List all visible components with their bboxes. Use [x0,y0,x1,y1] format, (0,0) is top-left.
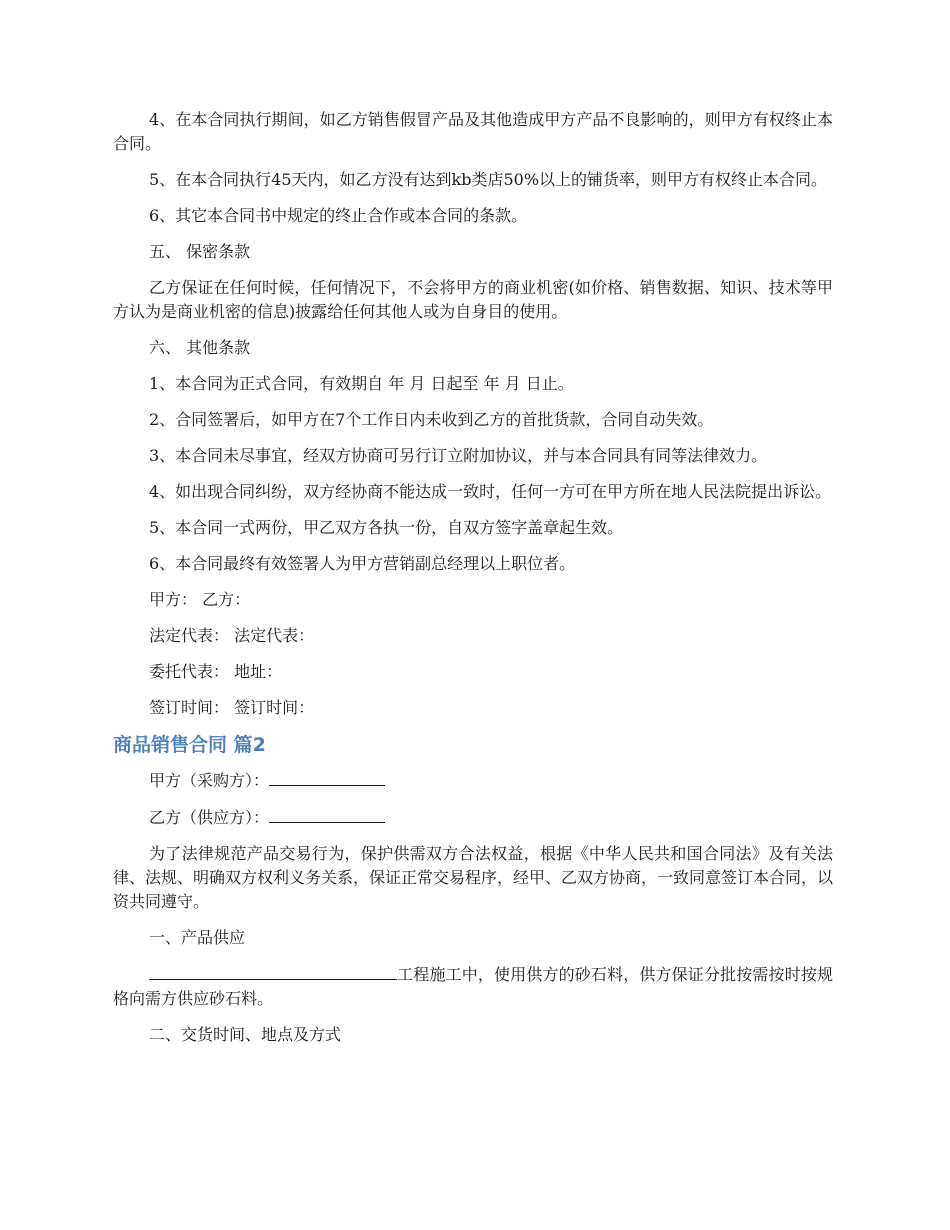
clause-other-3: 3、本合同未尽事宜，经双方协商可另行订立附加协议，并与本合同具有同等法律效力。 [149,446,768,465]
section-2-title: 商品销售合同 篇2 [113,734,266,756]
buyer-line [113,768,833,793]
buyer-label: 甲方（采购方）： [149,771,270,790]
seller-line [113,805,833,830]
clause-1-text [113,962,833,1011]
buyer-blank [269,768,385,786]
signature-parties: 甲方： 乙方： [149,590,251,609]
section-1 [113,108,833,720]
clause-confidentiality: 乙方保证在任何时候，任何情况下，不会将甲方的商业机密(如价格、销售数据、知识、技术等甲方认为是商业机密的信息)披露给任何其他人或为自身目的使用。 [113,278,833,321]
clause-other-4: 4、如出现合同纠纷，双方经协商不能达成一致时，任何一方可在甲方所在地人民法院提出诉讼。 [149,482,832,501]
clause-other-6: 6、本合同最终有效签署人为甲方营销副总经理以上职位者。 [149,554,576,573]
clause-2-title: 二、交货时间、地点及方式 [149,1025,342,1044]
clause-other-1: 1、本合同为正式合同，有效期自 年 月 日起至 年 月 日止。 [149,374,574,393]
clause-termination-4: 4、在本合同执行期间，如乙方销售假冒产品及其他造成甲方产品不良影响的，则甲方有权终止本合同。 [113,110,833,153]
project-blank [149,962,397,980]
signature-agent-address: 委托代表： 地址： [149,662,283,681]
clause-1-body: 工程施工中，使用供方的砂石料，供方保证分批按需按时按规格向需方供应砂石料。 [113,965,833,1008]
contract-intro: 为了法律规范产品交易行为，保护供需双方合法权益，根据《中华人民共和国合同法》及有关法律、法规、明确双方权利义务关系，保证正常交易程序，经甲、乙双方协商，一致同意签订本合同，以资共同遵守。 [113,844,834,911]
section-heading-other: 六、 其他条款 [149,338,251,357]
signature-date: 签订时间： 签订时间： [149,698,315,717]
clause-termination-6: 6、其它本合同书中规定的终止合作或本合同的条款。 [149,206,528,225]
clause-1-title: 一、产品供应 [149,928,246,947]
signature-legal-rep: 法定代表： 法定代表： [149,626,315,645]
clause-other-2: 2、合同签署后，如甲方在7个工作日内未收到乙方的首批货款，合同自动失效。 [149,410,714,429]
seller-label: 乙方（供应方）： [149,808,270,827]
section-2 [113,768,833,1047]
section-heading-confidentiality: 五、 保密条款 [149,242,251,261]
clause-other-5: 5、本合同一式两份，甲乙双方各执一份，自双方签字盖章起生效。 [149,518,624,537]
document-page [113,108,833,1059]
clause-termination-5: 5、在本合同执行45天内，如乙方没有达到kb类店50%以上的铺货率，则甲方有权终止本合同。 [149,170,828,189]
seller-blank [269,805,385,823]
